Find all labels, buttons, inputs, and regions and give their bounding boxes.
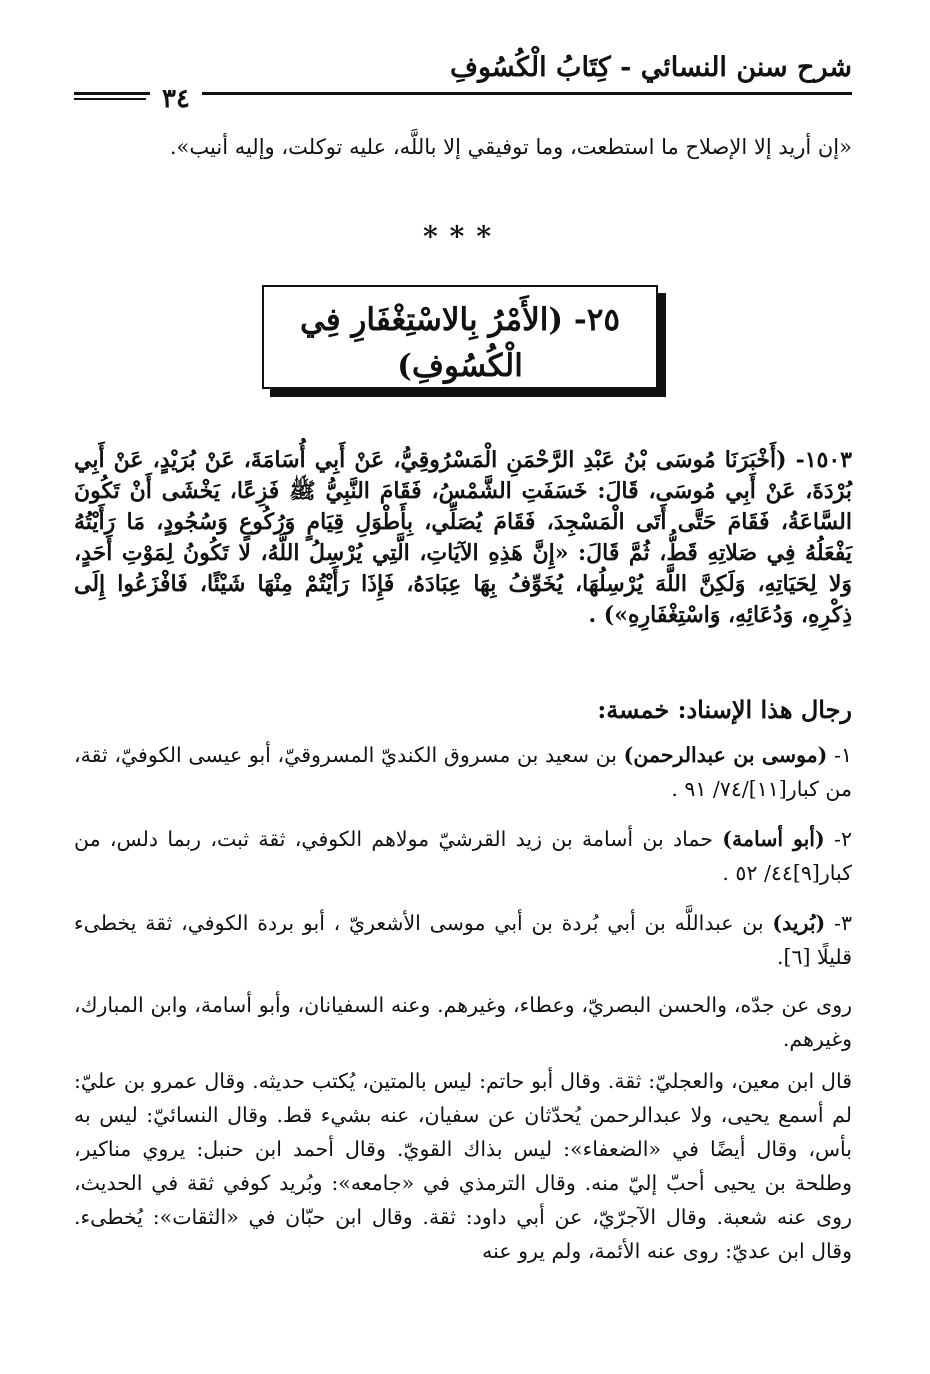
section-separator: ***: [423, 220, 503, 253]
narrator-name: (أبو أسامة): [722, 827, 825, 851]
page-number: ٣٤: [150, 84, 202, 114]
chapter-title-box: [262, 285, 658, 389]
hadith-text: ١٥٠٣- (أَخْبَرَنَا مُوسَى بْنُ عَبْدِ الرَّحْمَنِ الْمَسْرُوقِيُّ، عَنْ أَبِي أُسَامَةَ، عَنْ بُرَيْدٍ، عَنْ أَبِي بُرْدَةَ، عَنْ أَبِي مُوسَى، قَالَ: خَسَفَتِ الشَّمْسُ، فَقَامَ النَّبِيُّ ﷺ فَزِعًا، يَخْشَى أَنْ تَكُونَ السَّاعَةُ، فَقَامَ حَتَّى أَتَى الْمَسْجِدَ، فَقَامَ يُصَلِّي، بِأَطْوَلِ قِيَامٍ وَرُكُوعٍ وَسُجُودٍ، مَا رَأَيْتُهُ يَفْعَلُهُ فِي صَلاتِهِ قَطُّ، ثُمَّ قَالَ: «إِنَّ هَذِهِ الآيَاتِ، الَّتِي يُرْسِلُ اللَّهُ، لا تَكُونُ لِمَوْتِ أَحَدٍ، وَلا لِحَيَاتِهِ، وَلَكِنَّ اللَّهَ يُرْسِلُهَا، يُخَوِّفُ بِهَا عِبَادَهُ، فَإِذَا رَأَيْتُمْ مِنْهَا شَيْئًا، فَافْزَعُوا إِلَى ذِكْرِهِ، وَدُعَائِهِ، وَاسْتِغْفَارِهِ») .: [74, 447, 852, 628]
chapter-title-line1: [264, 297, 656, 343]
intro-paragraph: «إن أريد إلا الإصلاح ما استطعت، وما توفيقي إلا باللَّه، عليه توكلت، وإليه أنيب».: [169, 135, 852, 159]
narrator-number: ٢-: [824, 827, 852, 851]
narrator-entry: [74, 822, 852, 890]
narrator-entry: [74, 906, 852, 974]
narration-paragraph: روى عن جدّه، والحسن البصريّ، وعطاء، وغيرهم. وعنه السفيانان، وأبو أسامة، وابن المبارك، وغيرهم.: [74, 993, 852, 1051]
narrator-name: (موسى بن عبدالرحمن): [623, 743, 828, 767]
narrator-text: بن عبداللَّه بن أبي بُردة بن أبي موسى الأشعريّ ، أبو بردة الكوفي، ثقة يخطىء قليلًا [٦].: [74, 911, 852, 969]
section-heading: رجال هذا الإسناد: خمسة:: [597, 695, 852, 724]
narrator-text: بن سعيد بن مسروق الكنديّ المسروقيّ، أبو عيسى الكوفيّ، ثقة، من كبار[١١]/٧٤/ ٩١ .: [74, 743, 852, 801]
narrator-number: ٣-: [825, 911, 852, 935]
header-rule-secondary: [74, 98, 146, 100]
narrator-text: حماد بن أسامة بن زيد القرشيّ مولاهم الكوفي، ثقة ثبت، ربما دلس، من كبار[٩]٤٤/ ٥٢ .: [74, 827, 852, 885]
chapter-number: ٢٥-: [563, 302, 621, 338]
book-page: [74, 40, 852, 1360]
narrator-name: (بُريد): [772, 911, 826, 935]
running-header-title: شرح سنن النسائي - كِتَابُ الْكُسُوفِ: [450, 52, 852, 83]
narrator-number: ١-: [827, 743, 852, 767]
narrator-entry: [74, 738, 852, 806]
chapter-title-line2: الْكُسُوفِ): [397, 348, 523, 384]
chapter-title-text: (الأَمْرُ بِالاسْتِغْفَارِ فِي: [299, 302, 564, 338]
opinions-paragraph: قال ابن معين، والعجليّ: ثقة. وقال أبو حاتم: ليس بالمتين، يُكتب حديثه. وقال عمرو بن عليّ: لم أسمع يحيى، ولا عبدالرحمن يُحدّثان عن سفيان، عنه بشيء قط. وقال النسائيّ: ليس به بأس، وقال أيضًا في «الضعفاء»: ليس بذاك القويّ. وقال أحمد ابن حنبل: يروي مناكير، وطلحة بن يحيى أحبّ إليّ منه. وقال الترمذي في «جامعه»: وبُريد كوفي ثقة في الحديث، روى عنه شعبة. وقال الآجرّيّ، عن أبي داود: ثقة. وقال ابن حبّان في «الثقات»: يُخطىء. وقال ابن عديّ: روى عنه الأئمة، ولم يرو عنه: [74, 1069, 852, 1263]
